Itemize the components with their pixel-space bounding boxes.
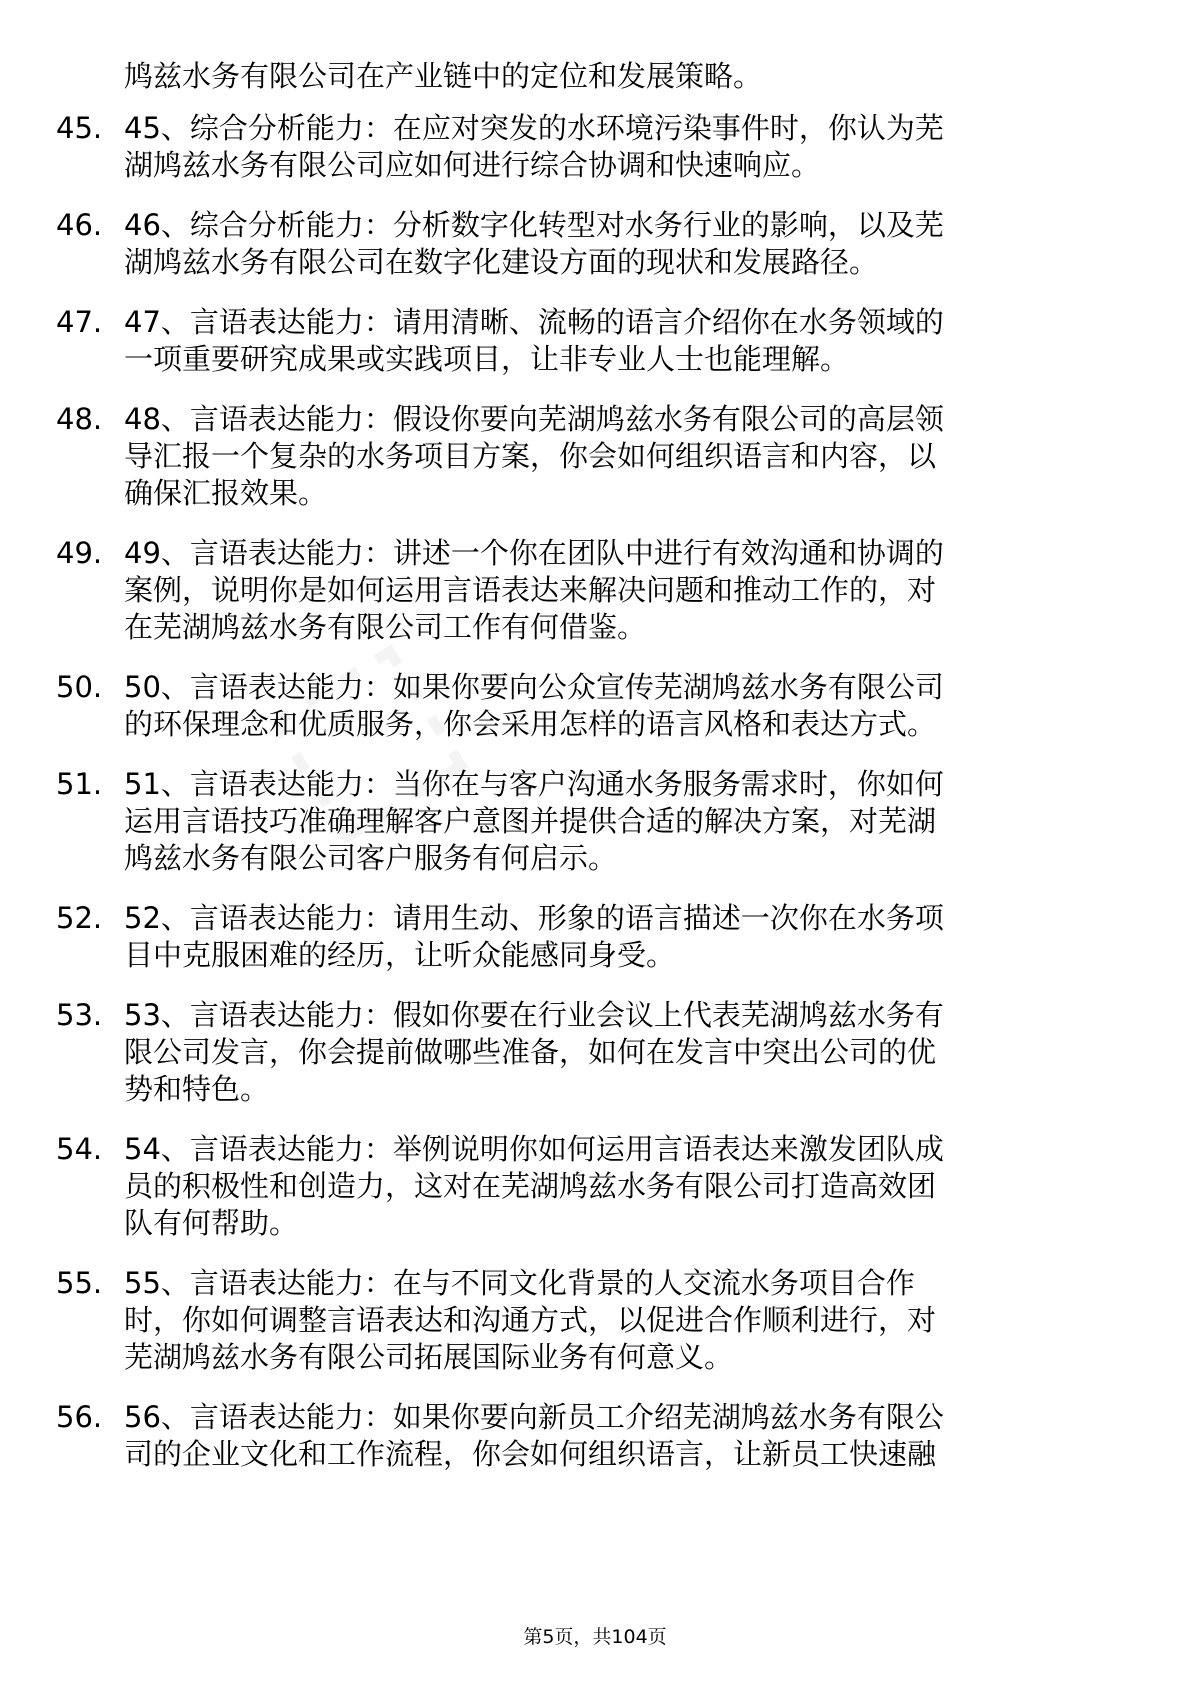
question-line: 时，你如何调整言语表达和沟通方式，以促进合作顺利进行，对 [124,1303,937,1337]
question-line: 限公司发言，你会提前做哪些准备，如何在发言中突出公司的优 [124,1035,937,1069]
question-line: 54、言语表达能力：举例说明你如何运用言语表达来激发团队成 [124,1132,944,1166]
question-line: 50、言语表达能力：如果你要向公众宣传芜湖鸠兹水务有限公司 [124,670,944,704]
question-text [124,401,1124,512]
question-line: 47、言语表达能力：请用清晰、流畅的语言介绍你在水务领域的 [124,305,944,339]
question-line: 确保汇报效果。 [124,476,328,510]
question-line: 51、言语表达能力：当你在与客户沟通水务服务需求时，你如何 [124,767,944,801]
question-line: 案例，说明你是如何运用言语表达来解决问题和推动工作的，对 [124,573,937,607]
page-footer: 第5页，共104页 [523,1626,667,1648]
question-line: 45、综合分析能力：在应对突发的水环境污染事件时，你认为芜 [124,111,944,145]
question-number: 56. [56,1400,103,1434]
question-text [124,207,1124,281]
question-text [124,997,1124,1108]
question-text [124,1131,1124,1242]
question-text [124,110,1124,184]
question-text [124,766,1124,877]
question-line: 49、言语表达能力：讲述一个你在团队中进行有效沟通和协调的 [124,536,944,570]
question-text [124,1265,1124,1376]
question-line: 46、综合分析能力：分析数字化转型对水务行业的影响，以及芜 [124,208,944,242]
question-line: 势和特色。 [124,1072,270,1106]
question-text [124,669,1124,743]
question-line: 司的企业文化和工作流程，你会如何组织语言，让新员工快速融 [124,1437,937,1471]
question-line: 的环保理念和优质服务，你会采用怎样的语言风格和表达方式。 [124,707,937,741]
question-line: 导汇报一个复杂的水务项目方案，你会如何组织语言和内容，以 [124,439,937,473]
question-line: 队有何帮助。 [124,1206,299,1240]
question-line: 48、言语表达能力：假设你要向芜湖鸠兹水务有限公司的高层领 [124,402,944,436]
question-line: 55、言语表达能力：在与不同文化背景的人交流水务项目合作 [124,1266,915,1300]
question-line: 53、言语表达能力：假如你要在行业会议上代表芜湖鸠兹水务有 [124,998,944,1032]
question-number: 53. [56,998,103,1032]
question-line: 湖鸠兹水务有限公司在数字化建设方面的现状和发展路径。 [124,245,879,279]
question-text [124,535,1124,646]
question-number: 48. [56,402,103,436]
question-line: 运用言语技巧准确理解客户意图并提供合适的解决方案，对芜湖 [124,804,937,838]
question-number: 51. [56,767,103,801]
question-number: 46. [56,208,103,242]
question-number: 55. [56,1266,103,1300]
question-text [124,304,1124,378]
question-line: 员的积极性和创造力，这对在芜湖鸠兹水务有限公司打造高效团 [124,1169,937,1203]
continuation-line: 鸠兹水务有限公司在产业链中的定位和发展策略。 [124,59,763,93]
question-line: 一项重要研究成果或实践项目，让非专业人士也能理解。 [124,342,850,376]
question-line: 56、言语表达能力：如果你要向新员工介绍芜湖鸠兹水务有限公 [124,1400,944,1434]
question-number: 45. [56,111,103,145]
question-line: 在芜湖鸠兹水务有限公司工作有何借鉴。 [124,610,647,644]
question-line: 湖鸠兹水务有限公司应如何进行综合协调和快速响应。 [124,148,821,182]
question-text [124,900,1124,974]
question-number: 47. [56,305,103,339]
question-number: 50. [56,670,103,704]
question-number: 49. [56,536,103,570]
question-line: 芜湖鸠兹水务有限公司拓展国际业务有何意义。 [124,1340,734,1374]
question-line: 目中克服困难的经历，让听众能感同身受。 [124,938,676,972]
question-number: 54. [56,1132,103,1166]
question-line: 鸠兹水务有限公司客户服务有何启示。 [124,841,618,875]
question-text [124,1399,1124,1473]
question-number: 52. [56,901,103,935]
question-line: 52、言语表达能力：请用生动、形象的语言描述一次你在水务项 [124,901,944,935]
